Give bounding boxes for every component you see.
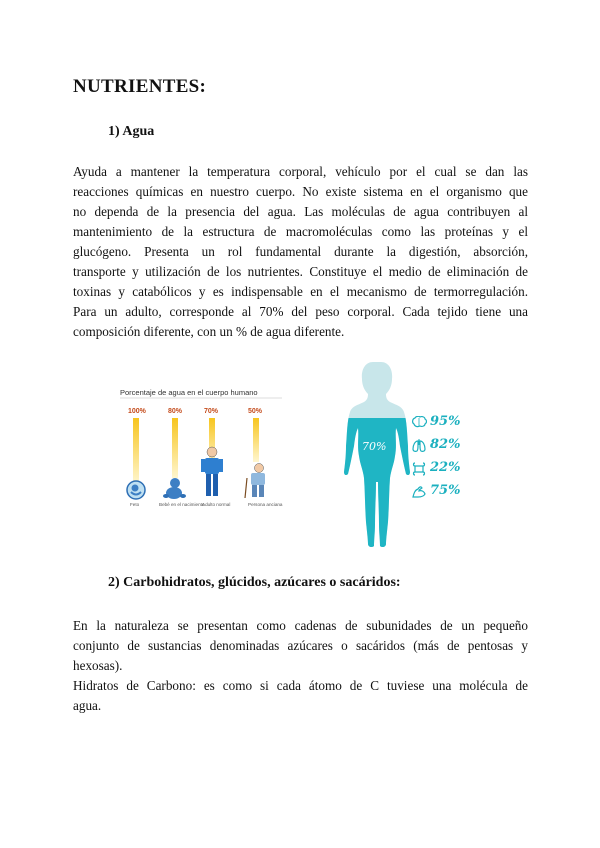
caption-feto: Feto: [130, 502, 140, 507]
text-line: agua.: [73, 698, 102, 713]
text-line: Hidratos de Carbono: es como si cada átomo de C tuviese una molécula de: [73, 678, 528, 693]
text-line: conjunto de sustancias denominadas azúcares o sacáridos (más de pentosas y: [73, 638, 528, 653]
paragraph-carbohidratos: [73, 616, 528, 716]
water-age-illustration: [112, 382, 292, 522]
elder-icon: [245, 464, 265, 499]
figure-title: Porcentaje de agua en el cuerpo humano: [120, 388, 258, 397]
body-silhouette: [340, 360, 480, 552]
body-water-fill: [340, 418, 420, 552]
pct-label-adulto: 70%: [204, 408, 219, 415]
caption-adulto: Adulto normal: [202, 502, 231, 507]
organ-pct-lungs: 82%: [430, 437, 461, 452]
baby-icon: [163, 478, 186, 499]
text-line: reacciones químicas en nuestro cuerpo. No existe sistema en el organismo que: [73, 184, 528, 199]
fetus-icon: [127, 481, 145, 499]
text-line: glucógeno. Presenta un rol fundamental durante la digestión, absorción,: [73, 244, 528, 259]
section-heading-carbohidratos: 2) Carbohidratos, glúcidos, azúcares o sacáridos:: [108, 575, 401, 590]
organ-pct-bone: 22%: [430, 460, 461, 475]
body-water-pct: 70%: [362, 440, 387, 453]
text-line: Para un adulto, corresponde al 70% del peso corporal. Cada tejido tiene una: [73, 304, 528, 319]
text-line: composición diferente, con un % de agua diferente.: [73, 324, 345, 339]
water-bar-feto: [133, 418, 139, 484]
paragraph-agua: [73, 162, 528, 342]
pct-label-bebe: 80%: [168, 408, 183, 415]
adult-icon: [201, 447, 223, 496]
text-line: transporte y utilización de los nutrientes. Constituye el medio de eliminación de: [73, 264, 528, 279]
text-line: Ayuda a mantener la temperatura corporal, vehículo por el cual se dan las: [73, 164, 528, 179]
caption-bebe: Bebé en el nacimiento: [159, 502, 205, 507]
page-title: NUTRIENTES:: [73, 76, 207, 97]
pct-label-anciano: 50%: [248, 408, 263, 415]
water-bar-anciano: [253, 418, 259, 462]
muscle-icon: [411, 485, 427, 499]
organ-pct-muscle: 75%: [430, 483, 461, 498]
text-line: En la naturaleza se presentan como cadenas de subunidades de un pequeño: [73, 618, 528, 633]
water-age-figure: [112, 382, 292, 522]
pct-label-feto: 100%: [128, 408, 146, 415]
text-line: mantenimiento de la estructura de macromoléculas como las proteínas y el: [73, 224, 528, 239]
water-bar-bebe: [172, 418, 178, 478]
text-line: no dependa de la presencia del agua. Las moléculas de agua contribuyen al: [73, 204, 528, 219]
caption-anciano: Persona anciana: [248, 502, 283, 507]
organ-pct-brain: 95%: [430, 414, 461, 429]
body-water-figure: [340, 360, 480, 552]
brain-icon: [411, 416, 427, 430]
bone-icon: [411, 462, 427, 476]
text-line: hexosas).: [73, 658, 123, 673]
lungs-icon: [411, 439, 427, 453]
text-line: toxinas y catabólicos y es indispensable en el mecanismo de termorregulación.: [73, 284, 528, 299]
section-heading-agua: 1) Agua: [108, 124, 155, 139]
